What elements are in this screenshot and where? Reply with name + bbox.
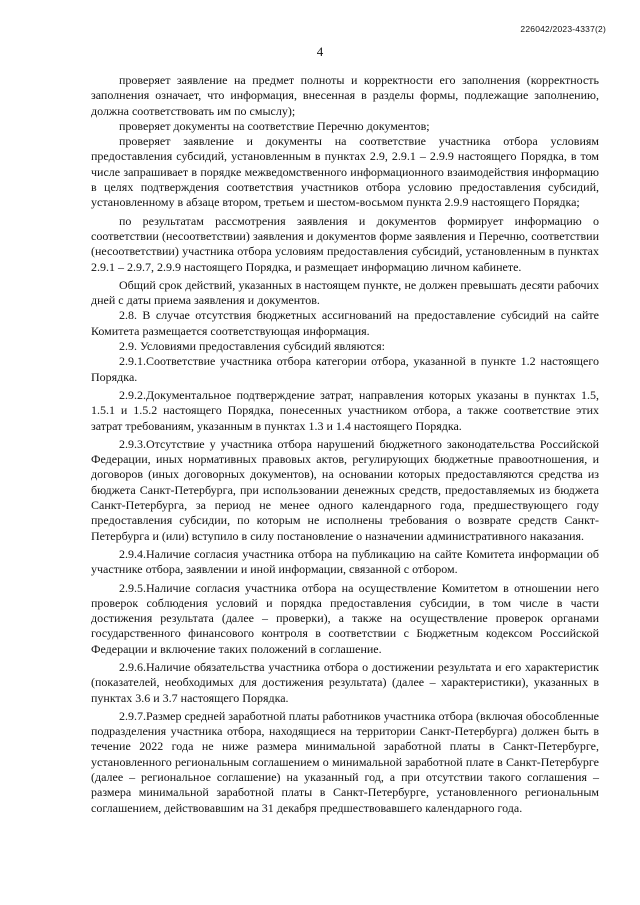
paragraph: 2.9.6.Наличие обязательства участника отбора о достижении результата и его характеристик (показателей, необходимых для достижения результата) (далее – характеристики), указанных в пунктах 3.6 и 3.7 настоящего Порядка. xyxy=(91,659,599,705)
paragraph: 2.9.3.Отсутствие у участника отбора нарушений бюджетного законодательства Российской Федерации, иных нормативных правовых актов, регулирующих бюджетные правоотношения, и договоров (иных договорных документов), на основании которых предоставляются средства из бюджета Санкт-Петербурга, при использовании денежных средств, предоставляемых из бюджета Санкт-Петербурга, за период не менее одного календарного года, предшествующего году предоставления субсидии, по которым не исполнены требования о возврате средств Санкт-Петербурга и (или) вступило в силу постановление о назначении административного наказания. xyxy=(91,436,599,543)
paragraph: проверяет документы на соответствие Перечню документов; xyxy=(119,118,430,133)
paragraph: по результатам рассмотрения заявления и документов формирует информацию о соответствии (несоответствии) заявления и документов форме заявления и Перечню, соответствии (несоответствии) участника отбора условиям предоставления субсидий, установленным в пунктах 2.9.1 – 2.9.7, 2.9.9 настоящего Порядка, и размещает информацию личном кабинете. xyxy=(91,213,599,274)
page-number: 4 xyxy=(316,44,324,59)
document-number: 226042/2023-4337(2) xyxy=(520,24,606,34)
paragraph: проверяет заявление и документы на соответствие участника отбора условиям предоставления субсидий, установленным в пунктах 2.9, 2.9.1 – 2.9.9 настоящего Порядка, в том числе запрашивает в порядке межведомственного информационного взаимодействия информацию в целях подтверждения соответствия участников отбора условию предоставления субсидий, установленному в абзаце втором, третьем и шестом-восьмом пункта 2.9.9 настоящего Порядка; xyxy=(91,134,599,210)
paragraph: 2.9.5.Наличие согласия участника отбора на осуществление Комитетом в отношении него проверок соблюдения условий и порядка предоставления субсидии, в том числе в части достижения результата (далее – проверки), а также на осуществление проверок органами государственного финансового контроля в соответствии с Бюджетным кодексом Российской Федерации и включение таких положений в соглашение. xyxy=(91,580,599,656)
document-body xyxy=(91,73,599,816)
paragraph: 2.8. В случае отсутствия бюджетных ассигнований на предоставление субсидий на сайте Комитета размещается соответствующая информация. xyxy=(91,308,599,338)
paragraph: 2.9.1.Соответствие участника отбора категории отбора, указанной в пункте 1.2 настоящего Порядка. xyxy=(91,354,599,384)
paragraph: Общий срок действий, указанных в настоящем пункте, не должен превышать десяти рабочих дней с даты приема заявления и документов. xyxy=(91,277,599,308)
paragraph: 2.9.4.Наличие согласия участника отбора на публикацию на сайте Комитета информации об участнике отбора, заявлении и иной информации, связанной с отбором. xyxy=(91,546,599,577)
paragraph: 2.9.2.Документальное подтверждение затрат, направления которых указаны в пунктах 1.5, 1.5.1 и 1.5.2 настоящего Порядка, понесенных участником отбора, а также соответствие этих затрат требованиям, указанным в пунктах 1.3 и 1.4 настоящего Порядка. xyxy=(91,387,599,433)
paragraph: 2.9.7.Размер средней заработной платы работников участника отбора (включая обособленные подразделения участника отбора, находящиеся на территории Санкт-Петербурга) должен быть в течение 2022 года не ниже размера минимальной заработной платы в Санкт-Петербурге, установленного региональным соглашением о минимальной заработной плате в Санкт-Петербурге (далее – региональное соглашение) на указанный год, а при отсутствии такого соглашения – размера минимальной заработной платы в Санкт-Петербурге, установленного региональным соглашением, действовавшим на 31 декабря предшествовавшего календарного года. xyxy=(91,708,599,815)
paragraph: 2.9. Условиями предоставления субсидий являются: xyxy=(119,339,385,354)
paragraph: проверяет заявление на предмет полноты и корректности его заполнения (корректность заполнения означает, что информация, внесенная в разделы формы, подлежащие заполнению, должна соответствовать им по смыслу); xyxy=(91,73,599,118)
